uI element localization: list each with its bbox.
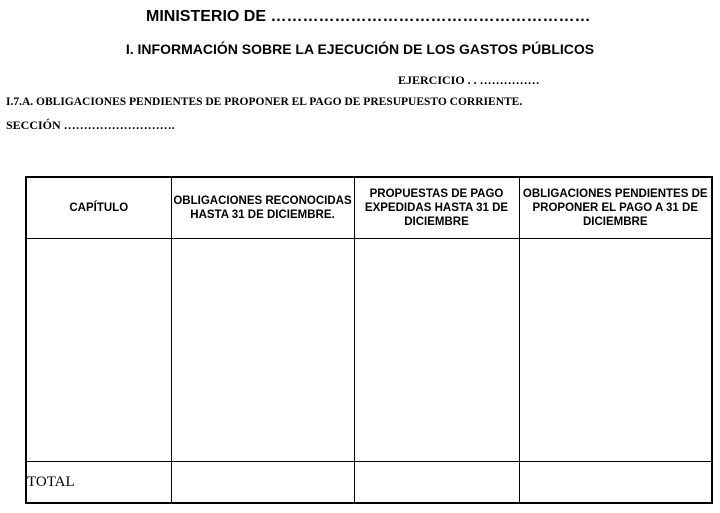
table-total-row [26, 462, 712, 504]
ejercicio-line: EJERCICIO . . …………… [398, 73, 540, 87]
table-cell [519, 462, 712, 504]
table-cell [354, 462, 519, 504]
column-header-obligaciones-reconocidas: OBLIGACIONES RECONOCIDAS HASTA 31 DE DICIEMBRE. [171, 177, 354, 239]
table-body-row [26, 239, 712, 462]
total-label: TOTAL [26, 462, 171, 504]
seccion-line: SECCIÓN ………………………. [6, 118, 175, 132]
table-cell [171, 239, 354, 462]
table-cell [354, 239, 519, 462]
column-header-capitulo: CAPÍTULO [26, 177, 171, 239]
table-header-row [26, 177, 712, 239]
table-cell [171, 462, 354, 504]
table-cell [519, 239, 712, 462]
obligations-table [25, 176, 713, 504]
column-header-obligaciones-pendientes: OBLIGACIONES PENDIENTES DE PROPONER EL PAGO A 31 DE DICIEMBRE [519, 177, 712, 239]
table-cell [26, 239, 171, 462]
column-header-propuestas-de-pago: PROPUESTAS DE PAGO EXPEDIDAS HASTA 31 DE DICIEMBRE [354, 177, 519, 239]
ministry-title: MINISTERIO DE …………………………………………………… [146, 8, 591, 25]
section-heading: I.7.A. OBLIGACIONES PENDIENTES DE PROPONER EL PAGO DE PRESUPUESTO CORRIENTE. [6, 96, 523, 108]
info-title: I. INFORMACIÓN SOBRE LA EJECUCIÓN DE LOS GASTOS PÚBLICOS [125, 41, 595, 57]
